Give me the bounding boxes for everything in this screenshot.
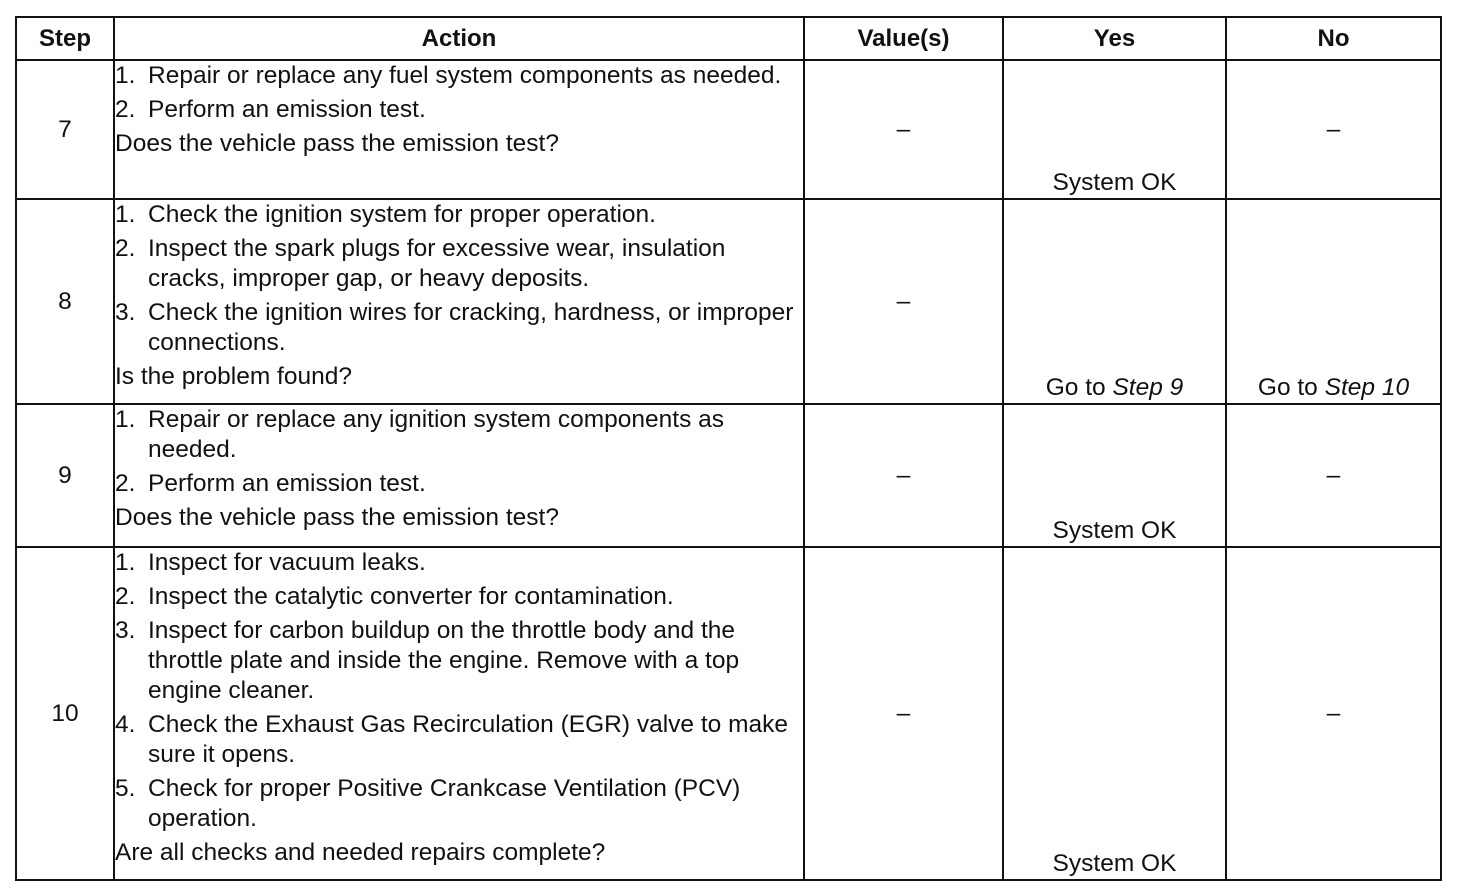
action-item: [115, 710, 803, 770]
action-list: [115, 405, 803, 499]
action-item-text: Check for proper Positive Crankcase Ventilation (PCV) operation.: [148, 775, 741, 832]
action-item-number: 2.: [115, 96, 136, 123]
action-list: [115, 548, 803, 834]
action-item-text: Inspect for vacuum leaks.: [148, 549, 426, 576]
action-question: Does the vehicle pass the emission test?: [115, 130, 559, 157]
value-cell: [804, 404, 1003, 547]
action-question: Is the problem found?: [115, 363, 352, 390]
action-list: [115, 61, 803, 125]
action-cell: [114, 199, 804, 404]
yes-result: System OK: [1003, 547, 1226, 880]
no-result: –: [1226, 404, 1441, 547]
header-yes: Yes: [1003, 17, 1226, 60]
value-dash: –: [896, 115, 911, 143]
no-go-to-prefix: Go to: [1257, 374, 1325, 401]
action-item-text: Perform an emission test.: [148, 470, 426, 497]
action-item-text: Repair or replace any ignition system components as needed.: [148, 406, 725, 463]
value-cell: [804, 547, 1003, 880]
yes-go-to-prefix: Go to: [1045, 374, 1113, 401]
action-item: [115, 405, 803, 465]
header-no: No: [1226, 17, 1441, 60]
no-step-link[interactable]: Step 10: [1324, 374, 1410, 401]
action-item: [115, 61, 803, 91]
action-item-text: Check the Exhaust Gas Recirculation (EGR) valve to make sure it opens.: [148, 711, 788, 768]
action-question: Does the vehicle pass the emission test?: [115, 504, 559, 531]
action-item-text: Check the ignition system for proper operation.: [148, 201, 656, 228]
action-item-text: Inspect the spark plugs for excessive wear, insulation cracks, improper gap, or heavy deposits.: [148, 235, 726, 292]
no-result: –: [1226, 547, 1441, 880]
action-item: [115, 200, 803, 230]
table-row-step-9: [16, 404, 1441, 547]
action-item-number: 2.: [115, 235, 136, 262]
action-item-number: 2.: [115, 583, 136, 610]
yes-result: [1003, 199, 1226, 404]
diagnostic-steps-table: [15, 16, 1442, 881]
action-item-number: 3.: [115, 299, 136, 326]
value-cell: [804, 60, 1003, 199]
action-item-number: 4.: [115, 711, 136, 738]
action-item-text: Inspect the catalytic converter for contamination.: [148, 583, 674, 610]
table-row-step-8: [16, 199, 1441, 404]
action-item: [115, 234, 803, 294]
step-number: 8: [16, 199, 114, 404]
step-number: 7: [16, 60, 114, 199]
action-item: [115, 469, 803, 499]
no-result: [1226, 199, 1441, 404]
value-dash: –: [896, 287, 911, 315]
table-row-step-7: [16, 60, 1441, 199]
action-item-number: 3.: [115, 617, 136, 644]
action-item-number: 5.: [115, 775, 136, 802]
action-cell: [114, 404, 804, 547]
header-values: Value(s): [804, 17, 1003, 60]
action-item-number: 2.: [115, 470, 136, 497]
yes-result: System OK: [1003, 404, 1226, 547]
action-item-text: Repair or replace any fuel system components as needed.: [148, 62, 782, 89]
action-item: [115, 616, 803, 706]
action-question: Are all checks and needed repairs complete?: [115, 839, 606, 866]
table-row-step-10: [16, 547, 1441, 880]
action-item: [115, 774, 803, 834]
action-item-number: 1.: [115, 201, 136, 228]
no-result: –: [1226, 60, 1441, 199]
action-item: [115, 548, 803, 578]
yes-result: System OK: [1003, 60, 1226, 199]
action-item-text: Check the ignition wires for cracking, hardness, or improper connections.: [148, 299, 794, 356]
step-number: 9: [16, 404, 114, 547]
value-cell: [804, 199, 1003, 404]
action-cell: [114, 60, 804, 199]
action-item: [115, 298, 803, 358]
action-item-number: 1.: [115, 62, 136, 89]
action-item-number: 1.: [115, 549, 136, 576]
action-cell: [114, 547, 804, 880]
header-action: Action: [114, 17, 804, 60]
yes-step-link[interactable]: Step 9: [1112, 374, 1184, 401]
action-list: [115, 200, 803, 358]
value-dash: –: [896, 461, 911, 489]
value-dash: –: [896, 699, 911, 727]
step-number: 10: [16, 547, 114, 880]
action-item: [115, 95, 803, 125]
action-item: [115, 582, 803, 612]
table-header-row: [16, 17, 1441, 60]
action-item-number: 1.: [115, 406, 136, 433]
action-item-text: Inspect for carbon buildup on the throttle body and the throttle plate and inside the engine. Remove with a top engine cleaner.: [148, 617, 740, 704]
header-step: Step: [16, 17, 114, 60]
action-item-text: Perform an emission test.: [148, 96, 426, 123]
